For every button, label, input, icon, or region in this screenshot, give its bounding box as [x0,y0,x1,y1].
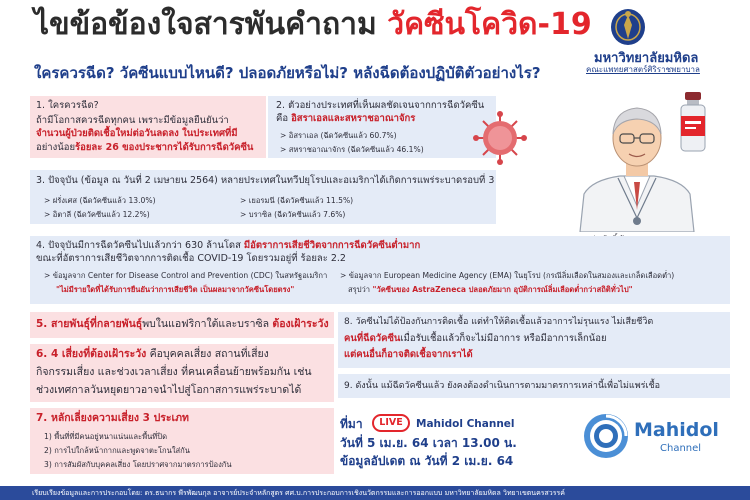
box-q8 [338,312,730,368]
q4-ema-conclusion [348,283,633,296]
box-q3 [30,170,496,224]
q8-line2 [344,332,607,345]
q2-title: 2. ตัวอย่างประเทศที่เห็นผลชัดเจนจากการฉีดวัคซีน [276,100,485,111]
vaccine-vial-icon [676,92,710,154]
q1-line3-pre: อย่างน้อย [36,142,76,153]
q6-line2: กิจกรรมเสี่ยง และช่วงเวลาเสี่ยง ที่คนเคลื่อนย้ายพร้อมกัน เช่น [36,366,312,378]
q1-line1: ถ้ามีโอกาสควรฉีดทุกคน เพราะมีข้อมูลยืนยันว่า [36,115,229,126]
q5-highlight-2: ต้องเฝ้าระวัง [272,318,329,330]
box-q9 [338,374,730,398]
source-channel: Mahidol Channel [416,418,515,430]
page-title [34,4,592,46]
q2-item-israel: > อิสราเอล (ฉีดวัคซีนแล้ว 60.7%) [280,131,397,140]
box-q1 [30,96,266,158]
box-q4 [30,236,730,304]
live-badge [372,414,410,432]
q9-line: 9. ดังนั้น แม้ฉีดวัคซีนแล้ว ยังคงต้องดำเนินการตามมาตรการเหล่านี้เพื่อไม่แพร่เชื้อ [344,381,661,391]
q4-ema-pre: สรุปว่า [348,285,373,294]
q6-line3: ช่วงเทศกาลวันหยุดยาวอาจนำไปสู่โอกาสการแพร่ระบาดได้ [36,384,302,396]
q3-item-germany: > เยอรมนี (ฉีดวัคซีนแล้ว 11.5%) [240,196,354,205]
q7-item-2: 2) การไปใกล้หน้ากากและพูดจาตะโกนใส่กัน [44,446,190,455]
q4-line2: ขณะที่อัตราการเสียชีวิตจากการติดเชื้อ COVID-19 โดยรวมอยู่ที่ ร้อยละ 2.2 [36,253,346,264]
q5-mid: พบในแอฟริกาใต้และบราซิล [142,318,273,330]
source-date: วันที่ 5 เม.ย. 64 เวลา 13.00 น. [340,436,517,450]
box-q2 [268,96,496,158]
q6-line1-rest: คือบุคคลเสี่ยง สถานที่เสี่ยง [146,348,269,360]
footer-credit: เรียบเรียงข้อมูลและการประกอบโดย: ดร.ธนากร พีรพัฒนกุล อาจารย์ประจำหลักสูตร ศศ.บ.การประกอบการเชิงนวัตกรรมและการออกแบบ มหาวิทยาลัยมหิดล วิทยาเขตนครสวรรค์ [0,486,750,500]
q2-line1 [276,112,415,125]
q4-ema-quote: "วัคซีนของ AstraZeneca ปลอดภัยมาก อุบัติการณ์ลิ่มเลือดต่ำกว่าสถิติทั่วไป" [372,285,633,294]
q3-item-italy: > อิตาลี (ฉีดวัคซีนแล้ว 12.2%) [44,210,150,219]
mahidol-channel-logo-icon [582,412,630,460]
q4-ema-source: > ข้อมูลจาก European Medicine Agency (EMA) ในยุโรป (กรณีลิ่มเลือดในสมองและเกล็ดเลือดต่ำ) [340,271,675,280]
source-update: ข้อมูลอัปเดต ณ วันที่ 2 เม.ย. 64 [340,454,514,468]
org-faculty: คณะแพทยศาสตร์ศิริราชพยาบาล [586,65,700,74]
q1-line3-highlight: ร้อยละ 26 ของประชากรได้รับการฉีดวัคซีน [75,142,254,153]
q4-cdc-source: > ข้อมูลจาก Center for Disease Control and Prevention (CDC) ในสหรัฐอเมริกา [44,271,328,280]
q5-line [36,318,329,331]
brand-name: Mahidol [634,419,719,441]
q7-item-1: 1) พื้นที่ที่มีคนอยู่หนาแน่นและพื้นที่ปิด [44,432,168,441]
q6-highlight: 6. 4 เสี่ยงที่ต้องเฝ้าระวัง [36,348,147,360]
q4-title-pre: 4. ปัจจุบันมีการฉีดวัคซีนไปแล้วกว่า 630 ล้านโดส [36,240,244,251]
q8-line2-rest: เมื่อรับเชื้อแล้วก็จะไม่มีอาการ หรือมีอาการเล็กน้อย [400,333,607,344]
q5-highlight: 5. สายพันธุ์ที่กลายพันธุ์ [36,318,143,330]
q8-line1: 8. วัคซีนไม่ได้ป้องกันการติดเชื้อ แต่ทำให้ติดเชื้อแล้วอาการไม่รุนแรง ไม่เสียชีวิต [344,317,654,327]
page-title-highlight: วัคซีนโควิด-19 [387,7,592,42]
page-subtitle: ใครควรฉีด? วัคซีนแบบไหนดี? ปลอดภัยหรือไม่? หลังฉีดต้องปฏิบัติตัวอย่างไร? [34,64,541,82]
q4-title-highlight: มีอัตราการเสียชีวิตจากการฉีดวัคซีนต่ำมาก [243,240,421,251]
box-q6 [30,344,334,402]
q3-title: 3. ปัจจุบัน (ข้อมูล ณ วันที่ 2 เมษายน 2564) หลายประเทศในทวีปยุโรปและอเมริกาได้เกิดการแพร่ระบาดรอบที่ 3 [36,175,495,186]
page-title-main: ไขข้อข้องใจสารพันคำถาม [34,7,377,42]
box-q5 [30,312,334,338]
q2-line1-pre: คือ [276,113,292,124]
q3-item-brazil: > บราซิล (ฉีดวัคซีนแล้ว 7.6%) [240,210,346,219]
virus-icon [470,108,530,168]
brand-sub: Channel [660,443,702,454]
q1-line2: จำนวนผู้ป่วยติดเชื้อใหม่ต่อวันลดลง ในประเทศที่มี [36,128,238,139]
q8-line3: แต่คนอื่นก็อาจติดเชื้อจากเราได้ [344,349,473,360]
q3-item-france: > ฝรั่งเศส (ฉีดวัคซีนแล้ว 13.0%) [44,196,156,205]
q4-cdc-quote: "ไม่มีรายใดที่ได้รับการยืนยันว่าการเสียชีวิต เป็นผลมาจากวัคซีนโดยตรง" [56,285,295,294]
q2-item-uk: > สหราชอาณาจักร (ฉีดวัคซีนแล้ว 46.1%) [280,145,424,154]
q2-line1-highlight: อิสราเอลและสหราชอาณาจักร [291,113,416,124]
q1-title: 1. ใครควรฉีด? [36,100,99,111]
source-label: ที่มา [340,417,363,431]
q7-item-3: 3) การสัมผัสกับบุคคลเสี่ยง โดยปราศจากมาตรการป้องกัน [44,460,232,469]
box-q7 [30,408,334,474]
q6-line1 [36,348,269,361]
mahidol-seal-icon [609,6,647,46]
q1-line3 [36,141,253,154]
q4-title [36,239,420,252]
q7-title: 7. หลักเลี่ยงความเสี่ยง 3 ประเภท [36,412,189,424]
live-badge-text: LIVE [379,417,403,428]
org-name: มหาวิทยาลัยมหิดล [594,51,699,66]
q8-highlight: คนที่ฉีดวัคซีน [344,333,401,344]
